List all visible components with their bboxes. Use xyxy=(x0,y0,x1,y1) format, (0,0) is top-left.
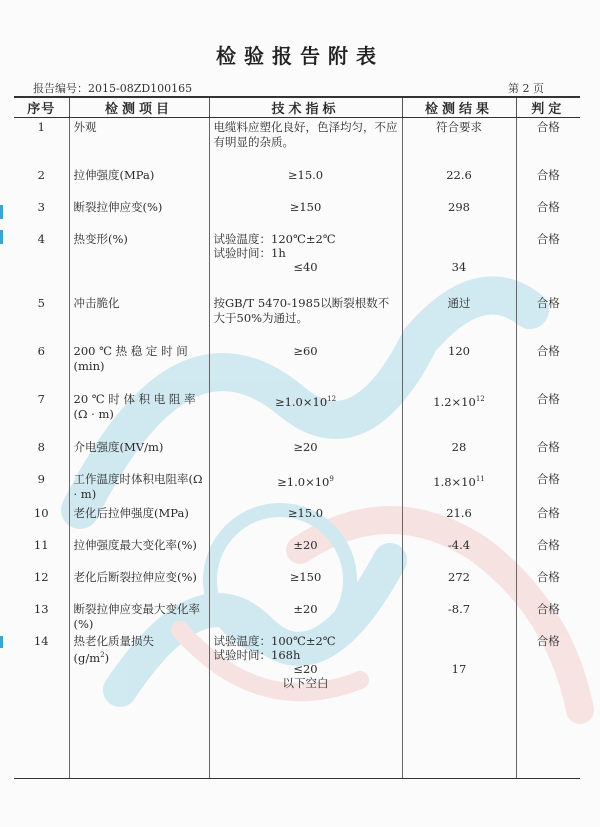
spec-line: 试验温度：100℃±2℃ xyxy=(213,633,336,648)
table-row xyxy=(14,438,580,470)
row-verdict: 合格 xyxy=(516,438,580,470)
header-spec: 技术指标 xyxy=(209,97,402,118)
report-number: 报告编号：2015-08ZD100165 xyxy=(33,82,193,95)
row-spec: ≥150 xyxy=(209,568,402,600)
row-no: 14 xyxy=(14,632,69,779)
row-item: 老化后断裂拉伸应变(%) xyxy=(69,568,209,600)
row-result: 17 xyxy=(402,632,516,779)
row-verdict: 合格 xyxy=(516,568,580,600)
row-result: 120 xyxy=(402,342,516,390)
result-base: 1.2×10 xyxy=(433,394,476,409)
spec-line: ≤40 xyxy=(293,259,318,274)
edge-mark xyxy=(0,230,3,244)
row-spec xyxy=(209,230,402,294)
row-result: 272 xyxy=(402,568,516,600)
spec-line: ≤20 xyxy=(293,661,318,676)
row-result: 22.6 xyxy=(402,166,516,198)
header-verdict: 判定 xyxy=(516,97,580,118)
row-result: 通过 xyxy=(402,294,516,342)
row-spec: ≥20 xyxy=(209,438,402,470)
item-line: 热老化质量损失 xyxy=(73,633,154,648)
row-item xyxy=(69,632,209,779)
table-row xyxy=(14,198,580,230)
row-item: 工作温度时体积电阻率(Ω · m) xyxy=(69,470,209,504)
row-result: 21.6 xyxy=(402,504,516,536)
row-verdict: 合格 xyxy=(516,600,580,632)
row-no: 4 xyxy=(37,231,45,246)
row-spec: ≥15.0 xyxy=(209,504,402,536)
spec-line: 试验时间：1h xyxy=(213,245,286,260)
row-spec: 按GB/T 5470-1985以断裂根数不大于50%为通过。 xyxy=(209,294,402,342)
table-row xyxy=(14,600,580,632)
row-item: 老化后拉伸强度(MPa) xyxy=(69,504,209,536)
table-row xyxy=(14,118,580,166)
row-no: 3 xyxy=(37,199,45,214)
page-title: 检验报告附表 xyxy=(216,44,384,68)
row-verdict: 合格 xyxy=(516,470,580,504)
table-row xyxy=(14,536,580,568)
row-verdict: 合格 xyxy=(516,166,580,198)
row-item: 热变形(%) xyxy=(69,230,209,294)
row-no: 9 xyxy=(37,471,45,486)
table-row xyxy=(14,342,580,390)
row-item: 冲击脆化 xyxy=(69,294,209,342)
row-no: 5 xyxy=(37,295,45,310)
row-result: 298 xyxy=(402,198,516,230)
table-row xyxy=(14,294,580,342)
header-no: 序号 xyxy=(14,97,69,118)
row-result: 28 xyxy=(402,438,516,470)
row-result: -8.7 xyxy=(402,600,516,632)
row-no: 11 xyxy=(33,537,49,552)
row-item: 20 ℃ 时 体 积 电 阻 率 (Ω · m) xyxy=(69,390,209,438)
row-no: 7 xyxy=(37,391,45,406)
row-result xyxy=(402,470,516,504)
header-item: 检测项目 xyxy=(69,97,209,118)
row-verdict: 合格 xyxy=(516,198,580,230)
table-row xyxy=(14,504,580,536)
row-spec: ±20 xyxy=(209,600,402,632)
row-no: 2 xyxy=(37,167,45,182)
spec-exponent: 12 xyxy=(327,394,337,403)
result-base: 1.8×10 xyxy=(433,474,476,489)
row-item: 断裂拉伸应变(%) xyxy=(69,198,209,230)
blank-below-note: 以下空白 xyxy=(282,675,329,690)
row-item: 拉伸强度最大变化率(%) xyxy=(69,536,209,568)
row-verdict: 合格 xyxy=(516,342,580,390)
row-verdict: 合格 xyxy=(516,632,580,779)
row-spec: ≥15.0 xyxy=(209,166,402,198)
row-no: 8 xyxy=(37,439,45,454)
item-line xyxy=(74,648,205,665)
row-spec xyxy=(209,470,402,504)
row-result: -4.4 xyxy=(402,536,516,568)
spec-base: ≥1.0×10 xyxy=(277,474,330,489)
row-item: 200 ℃ 热 稳 定 时 间 (min) xyxy=(69,342,209,390)
spec-base: ≥1.0×10 xyxy=(274,394,328,409)
row-verdict: 合格 xyxy=(516,536,580,568)
row-item: 外观 xyxy=(69,118,209,166)
spec-line: 试验温度：120℃±2℃ xyxy=(213,231,336,246)
row-result: 34 xyxy=(402,230,516,294)
item-exponent: 2 xyxy=(100,650,105,659)
edge-mark xyxy=(0,205,3,219)
row-spec xyxy=(209,632,402,779)
row-no: 1 xyxy=(37,120,45,134)
spec-line: 试验时间：168h xyxy=(213,647,301,662)
spec-exponent: 9 xyxy=(329,474,334,483)
item-unit: (g/m xyxy=(73,650,101,665)
row-no: 10 xyxy=(33,505,49,520)
report-table xyxy=(14,96,580,779)
table-row xyxy=(14,568,580,600)
row-verdict: 合格 xyxy=(516,504,580,536)
row-item: 拉伸强度(MPa) xyxy=(69,166,209,198)
row-no: 6 xyxy=(37,343,45,358)
row-item: 介电强度(MV/m) xyxy=(69,438,209,470)
row-no: 12 xyxy=(33,569,49,584)
result-exponent: 12 xyxy=(475,394,485,403)
table-row xyxy=(14,166,580,198)
row-spec: ±20 xyxy=(209,536,402,568)
table-row xyxy=(14,632,580,779)
row-spec: 电缆料应塑化良好，色泽均匀，不应有明显的杂质。 xyxy=(209,118,402,166)
table-header-row xyxy=(14,97,580,118)
row-spec: ≥60 xyxy=(209,342,402,390)
edge-mark xyxy=(0,636,3,648)
page-number: 第 2 页 xyxy=(508,82,544,95)
row-no: 13 xyxy=(33,601,49,616)
row-spec xyxy=(209,390,402,438)
item-unit-end: ) xyxy=(104,650,110,665)
table-row xyxy=(14,470,580,504)
row-result: 符合要求 xyxy=(402,118,516,166)
row-verdict: 合格 xyxy=(516,294,580,342)
row-result xyxy=(402,390,516,438)
row-verdict: 合格 xyxy=(516,390,580,438)
row-verdict: 合格 xyxy=(516,230,580,294)
row-item: 断裂拉伸应变最大变化率(%) xyxy=(69,600,209,632)
table-row xyxy=(14,390,580,438)
row-spec: ≥150 xyxy=(209,198,402,230)
header-result: 检测结果 xyxy=(402,97,516,118)
row-verdict: 合格 xyxy=(516,118,580,166)
result-exponent: 11 xyxy=(475,474,485,483)
table-row xyxy=(14,230,580,294)
